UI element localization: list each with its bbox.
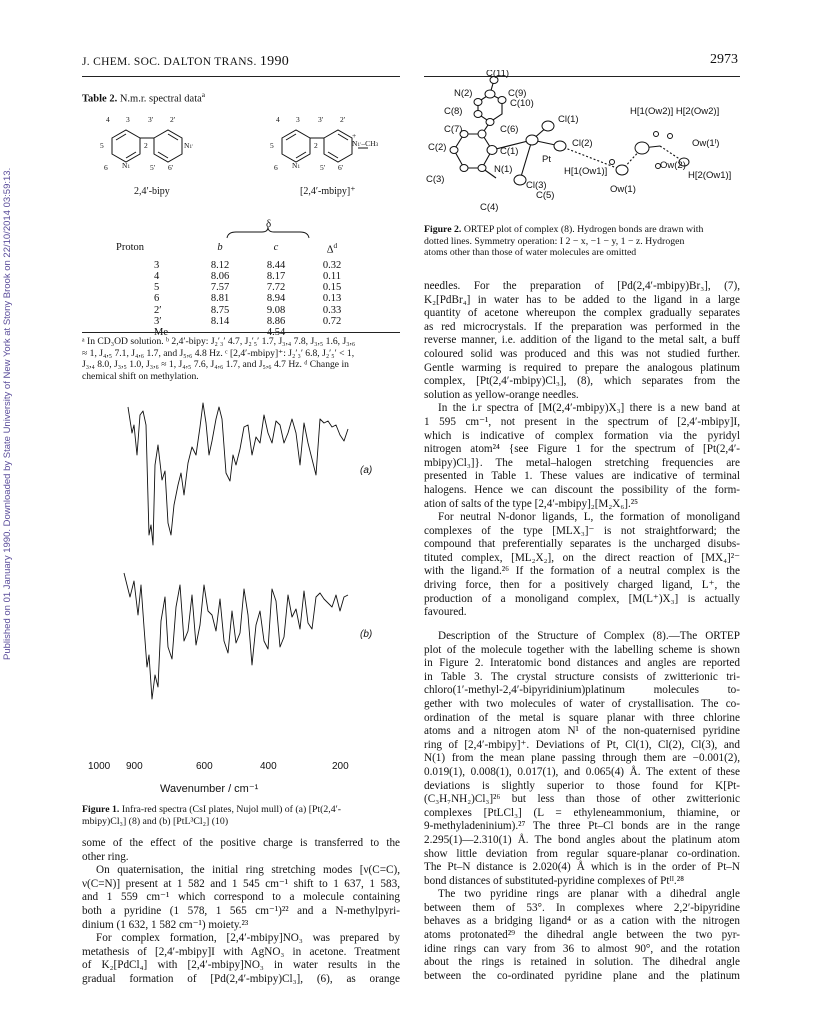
atom-label: N(1): [494, 164, 513, 175]
text-line: which is indicative of complex formation via the pyridyl: [424, 429, 740, 442]
page-number: 2973: [710, 52, 738, 67]
tick-400: 400: [260, 761, 277, 772]
nmr-cell: —: [326, 326, 338, 338]
tick-900: 900: [126, 761, 143, 772]
nmr-cell: 5: [154, 282, 160, 294]
svg-text:2′: 2′: [170, 115, 176, 124]
text-line: between them of 53°. In complexes where 2,2′-bipyridine: [424, 901, 740, 914]
text-line: production of a monoligand complex, [M(L⁺)X₃] is actually: [424, 592, 740, 605]
nmr-cell: 0.32: [322, 259, 342, 271]
text-line: deviations is slightly superior to those found for K[Pt-: [424, 779, 740, 792]
atom-label: Cl(1): [558, 114, 579, 125]
text-line: dinium (1 632, 1 582 cm⁻¹) moiety.²³: [82, 918, 249, 931]
nmr-cell: 8.94: [266, 293, 286, 305]
nmr-row: [110, 282, 360, 293]
nmr-header-row: [110, 240, 360, 256]
text-line: other ring.: [82, 850, 129, 863]
text-line: show little deviation from regular square-planar co-ordination.: [424, 847, 740, 860]
text-line: mbipy)Cl₃]}. The metal–halogen stretching frequencies are: [424, 456, 740, 469]
text-line: complexes of the type [MLX₃]⁻ is not straightforward; the: [424, 524, 740, 537]
text-line: 9-methyladeninium).²⁷ The three Pt–Cl bonds are in the range: [424, 820, 740, 833]
spectrum-a-label: (a): [360, 465, 373, 476]
text-line: in Figure 2. Interatomic bond distances and angles are reported: [424, 657, 740, 670]
journal-name: J. CHEM. SOC. DALTON TRANS.: [82, 56, 257, 68]
svg-text:6′: 6′: [338, 163, 344, 172]
text-line: presented in Table 1. These values are indicative of terminal: [424, 470, 740, 483]
text-line: The two pyridine rings are planar with a dihedral angle: [438, 888, 740, 901]
nmr-row: [110, 293, 360, 304]
svg-text:+: +: [352, 131, 357, 140]
text-line: For neutral N-donor ligands, L, the formation of monoligand: [438, 511, 740, 524]
right-body-text-1: [424, 280, 740, 620]
text-line: complexes [PtLCl₃] (L = ethyleneammonium, thiamine, or: [424, 806, 740, 819]
figure2-caption: Figure 2. ORTEP plot of complex (8). Hydrogen bonds are drawn with dotted lines. Symmetry operation: I 2 − x, −1 − y, 1 − z. Hydrogen atoms other than those of water molecules are omitted: [424, 224, 704, 258]
svg-text:N1′–CH3: N1′–CH3: [352, 139, 379, 148]
nmr-cell: —: [214, 326, 226, 338]
svg-text:2: 2: [144, 141, 148, 150]
atom-label: Cl(3): [526, 180, 547, 191]
text-line: solution as yellow-orange needles.: [424, 388, 579, 401]
structure-label-mbipy: [2,4′-mbipy]⁺: [300, 186, 356, 197]
text-line: with the ligand.²⁶ If the formation of a neutral complex is the: [424, 565, 740, 578]
text-line: behaves as a bridging ligand⁴ or as a cation with the nitrogen: [424, 915, 740, 928]
svg-text:3′: 3′: [148, 115, 154, 124]
structure-label-bipy: 2,4′-bipy: [134, 186, 170, 197]
col-b: b: [217, 242, 223, 254]
svg-text:5′: 5′: [320, 163, 326, 172]
atom-label: C(1): [500, 146, 519, 157]
nmr-cell: 3′: [154, 315, 162, 327]
journal-year: 1990: [259, 54, 290, 69]
atom-label: C(5): [536, 190, 555, 201]
atom-label: H[1(Ow1)]: [564, 166, 608, 177]
nmr-cell: 6: [154, 293, 160, 305]
nmr-cell: 7.72: [266, 282, 286, 294]
text-line: 2.295(1)—2.310(1) Å. The bond angles about the platinum atom: [424, 833, 740, 846]
text-line: 0.019(1), 0.008(1), 0.017(1), and 0.065(4) Å. The extent of these: [424, 765, 740, 778]
nmr-cell: 0.11: [323, 270, 341, 282]
col-delta: $\Delta^d$: [326, 241, 338, 256]
atom-label: C(4): [480, 202, 499, 213]
nmr-table: [110, 240, 360, 338]
nmr-cell: 0.15: [322, 282, 342, 294]
text-line: ordination of the metal is square planar with three chlorine: [424, 711, 740, 724]
nmr-cell: 8.14: [210, 315, 230, 327]
text-line: N(1) from the mean plane passing through them are −0.001(2),: [424, 752, 740, 765]
nmr-cell: 3: [154, 259, 160, 271]
nmr-cell: 8.06: [210, 270, 230, 282]
atom-label: C(8): [444, 106, 463, 117]
text-line: both a pyridine (1 578, 1 565 cm⁻¹)²² and a N-methylpyri-: [82, 904, 400, 917]
svg-text:4: 4: [276, 115, 280, 124]
bipyridine-structures: [82, 108, 400, 198]
svg-text:4: 4: [106, 115, 110, 124]
text-line: as red microcrystals. If the preparation was performed in the: [424, 320, 740, 333]
atom-label: H[2(Ow1)]: [688, 170, 732, 181]
tick-1000: 1000: [88, 761, 111, 772]
header-rule: [82, 76, 400, 77]
right-body-text-2: [424, 630, 740, 983]
text-line: favoured.: [424, 606, 467, 619]
nmr-cell: 7.57: [210, 282, 230, 294]
text-line: K₂[PdBr₄] in water has to be added to the ligand in a large: [424, 293, 740, 306]
text-line: quantity of acetone whereupon the complex gradually separates: [424, 307, 740, 320]
text-line: coloured solid was produced and this was not studied further.: [424, 347, 740, 360]
svg-text:3: 3: [126, 115, 130, 124]
download-notice: Published on 01 January 1990. Downloaded by State University of New York at Stony Brook on 22/10/2014 03:59:13.: [2, 167, 13, 660]
atom-label: C(6): [500, 124, 519, 135]
text-line: driving force, then for a positively charged ligand, L⁺, the: [424, 579, 740, 592]
text-line: nitrogen atom²⁴ {see Figure 1 for the spectrum of [Pt(2,4′-: [424, 443, 740, 456]
svg-text:6′: 6′: [168, 163, 174, 172]
text-line: Description of the Structure of Complex (8).—The ORTEP: [438, 630, 740, 642]
col-c: c: [273, 242, 279, 254]
nmr-cell: 8.17: [266, 270, 286, 282]
nmr-cell: 0.72: [322, 315, 342, 327]
text-line: gether with two molecules of water of crystallisation. The co-: [424, 697, 740, 710]
text-line: atoms protonated²⁹ the dihedral angle between the two pyr-: [424, 929, 740, 942]
text-line: plot of the molecule together with the labelling scheme is shown: [424, 643, 740, 656]
text-line: complex, [Pt(2,4′-mbipy)Cl₃], (8), which separates from the: [424, 375, 740, 388]
text-line: On quaternisation, the initial ring stretching modes [ν(C=C),: [96, 864, 400, 877]
tick-600: 600: [196, 761, 213, 772]
nmr-row: [110, 305, 360, 316]
ortep-plot: [424, 70, 744, 220]
nmr-cell: 8.12: [210, 259, 230, 271]
atom-label: C(10): [510, 98, 534, 109]
nmr-cell: 8.75: [210, 304, 230, 316]
svg-text:2: 2: [314, 141, 318, 150]
delta-symbol: δ: [266, 218, 272, 230]
svg-text:3: 3: [296, 115, 300, 124]
text-line: In the i.r spectra of [M(2,4′-mbipy)X₃] there is a new band at: [438, 402, 740, 415]
text-line: chloro(1′-methyl-2,4′-bipyridinium)platinum molecules to-: [424, 684, 740, 697]
text-line: some of the effect of the positive charge is transferred to the: [82, 837, 400, 849]
svg-text:3′: 3′: [318, 115, 324, 124]
nmr-cell: 2′: [154, 304, 162, 316]
spectrum-b-trace: [124, 573, 348, 699]
table-title: Table 2. N.m.r. spectral data$^a$: [82, 90, 206, 105]
text-line: halogens. Hence we can discount the possibility of the form-: [424, 483, 740, 496]
text-line: tituted complex, [ML₂X₂], on the direct reaction of [MX₄]²⁻: [424, 551, 740, 564]
text-line: For complex formation, [2,4′-mbipy]NO₃ was prepared by: [96, 932, 400, 945]
svg-text:5′: 5′: [150, 163, 156, 172]
text-line: in Table 3. The crystal structure consists of zwitterionic tri-: [424, 670, 740, 683]
atom-label: N(2): [454, 88, 473, 99]
nmr-row: [110, 316, 360, 327]
spectrum-b-label: (b): [360, 629, 373, 640]
nmr-cell: 0.33: [322, 304, 342, 316]
nmr-cell: 4: [154, 270, 160, 282]
nmr-cell: 8.81: [210, 293, 230, 305]
x-axis-label: Wavenumber / cm⁻¹: [160, 783, 259, 795]
atom-label: C(11): [486, 70, 510, 79]
text-line: metathesis of [2,4′-mbipy]I with AgNO₃ in acetone. Treatment: [82, 945, 400, 958]
svg-text:N1: N1: [122, 161, 131, 170]
text-line: bond distances of substituted-pyridine complexes of Ptᴵᴵ.²⁸: [424, 874, 684, 887]
text-line: reverse manner, i.e. addition of the ligand to the metal salt, a buff: [424, 334, 740, 347]
nmr-cell: 8.86: [266, 315, 286, 327]
atom-label: Ow(2): [660, 160, 686, 171]
text-line: The Pt–N distance is 2.020(4) Å which is in the order of Pt–N: [424, 861, 740, 874]
atom-label: C(2): [428, 142, 447, 153]
text-line: idine rings can vary from 36 to almost 90°, and the rotation: [424, 942, 740, 955]
table-bottom-rule: [82, 332, 400, 333]
text-line: atoms and a nitrogen atom N¹ of the non-quaternised pyridine: [424, 725, 740, 738]
text-line: (C₃H₇NH₂)Cl₃]²⁶ but less than those of other zwitterionic: [424, 793, 740, 806]
nmr-cell: Me: [154, 326, 168, 338]
tick-200: 200: [332, 761, 349, 772]
text-line: of K₂[PdCl₄] with [2,4′-mbipy]NO₃ in water results in the: [82, 959, 400, 972]
nmr-cell: 8.44: [266, 259, 286, 271]
text-line: 1 595 cm⁻¹, not present in the spectrum of [2,4′-mbipy]I,: [424, 415, 740, 428]
text-line: gradual formation of [Pd(2,4′-mbipy)Cl₃], (6), as orange: [82, 972, 400, 985]
svg-text:6: 6: [104, 163, 108, 172]
text-line: between the co-ordinated pyridine plane and the platinum: [424, 969, 740, 982]
atom-label: Ow(1ᴵ): [692, 138, 720, 149]
svg-text:5: 5: [100, 141, 104, 150]
text-line: Gentle warming is required to prepare the analogous platinum: [424, 361, 740, 374]
atom-label: Pt: [542, 154, 551, 165]
atom-label: Ow(1): [610, 184, 636, 195]
ir-spectra: [88, 385, 404, 777]
text-line: ν(C=N)] present at 1 582 and 1 545 cm⁻¹ shift to 1 637, 1 583,: [82, 877, 400, 890]
atom-label: C(9): [508, 88, 527, 99]
nmr-rows: [110, 260, 360, 338]
atom-label: C(7): [444, 124, 463, 135]
delta-brace: [226, 226, 310, 240]
nmr-cell: 4.54: [266, 326, 286, 338]
atom-label: C(3): [426, 174, 445, 185]
text-line: and 1 559 cm⁻¹ which correspond to a molecule containing: [82, 891, 400, 904]
atom-label: Cl(2): [572, 138, 593, 149]
text-line: ring of [2,4′-mbipy]⁺. Deviations of Pt, Cl(1), Cl(2), Cl(3), and: [424, 738, 740, 751]
svg-text:2′: 2′: [340, 115, 346, 124]
text-line: about the rings is retained in solution. The dihedral angle: [424, 956, 740, 969]
nmr-row: [110, 271, 360, 282]
atom-label: H[1(Ow2)] H[2(Ow2)]: [630, 106, 720, 117]
svg-text:5: 5: [270, 141, 274, 150]
text-line: needles. For the preparation of [Pd(2,4′-mbipy)Br₃], (7),: [424, 280, 740, 292]
nmr-row: [110, 260, 360, 271]
svg-text:6: 6: [274, 163, 278, 172]
running-header: [82, 54, 289, 70]
text-line: ation of salts of the type [2,4′-mbipy]₂[M₂X₆].²⁵: [424, 497, 639, 510]
nmr-cell: 0.13: [322, 293, 342, 305]
figure1-caption: Figure 1. Infra-red spectra (CsI plates, Nujol mull) of (a) [Pt(2,4′- mbipy)Cl₃] (8) and (b) [PtL³Cl₂] (10): [82, 804, 342, 827]
spectrum-a-trace: [128, 403, 348, 545]
table-footnotes: ᵃ In CD₃OD solution. ᵇ 2,4′-bipy: J₂′₃′ 4.7, J₂′₅′ 1.7, J₃,₄ 7.8, J₃,₅ 1.6, J₃,₆ ≈ 1, J₄,₅ 7.1, J₄,₆ 1.7, and J₅,₆ 4.8 Hz. ᶜ [2,4′-mbipy]⁺: J₂′₃′ 6.8, J₂′₅′ < 1, J₃,₄ 8.0, J₃,₅ 1.0, J₃,₆ ≈ 1, J₄,₅ 7.6, J₄,₆ 1.7, and J₅,₆ 4.7 Hz. ᵈ Change in chemical shift on methylation.: [82, 336, 356, 382]
nmr-cell: 9.08: [266, 304, 286, 316]
col-proton: Proton: [116, 242, 145, 254]
left-body-text: [82, 837, 400, 987]
svg-text:N1′: N1′: [184, 141, 194, 150]
svg-text:N1: N1: [292, 161, 301, 170]
text-line: compound that preferentially separates is the uncharged disubs-: [424, 538, 740, 551]
